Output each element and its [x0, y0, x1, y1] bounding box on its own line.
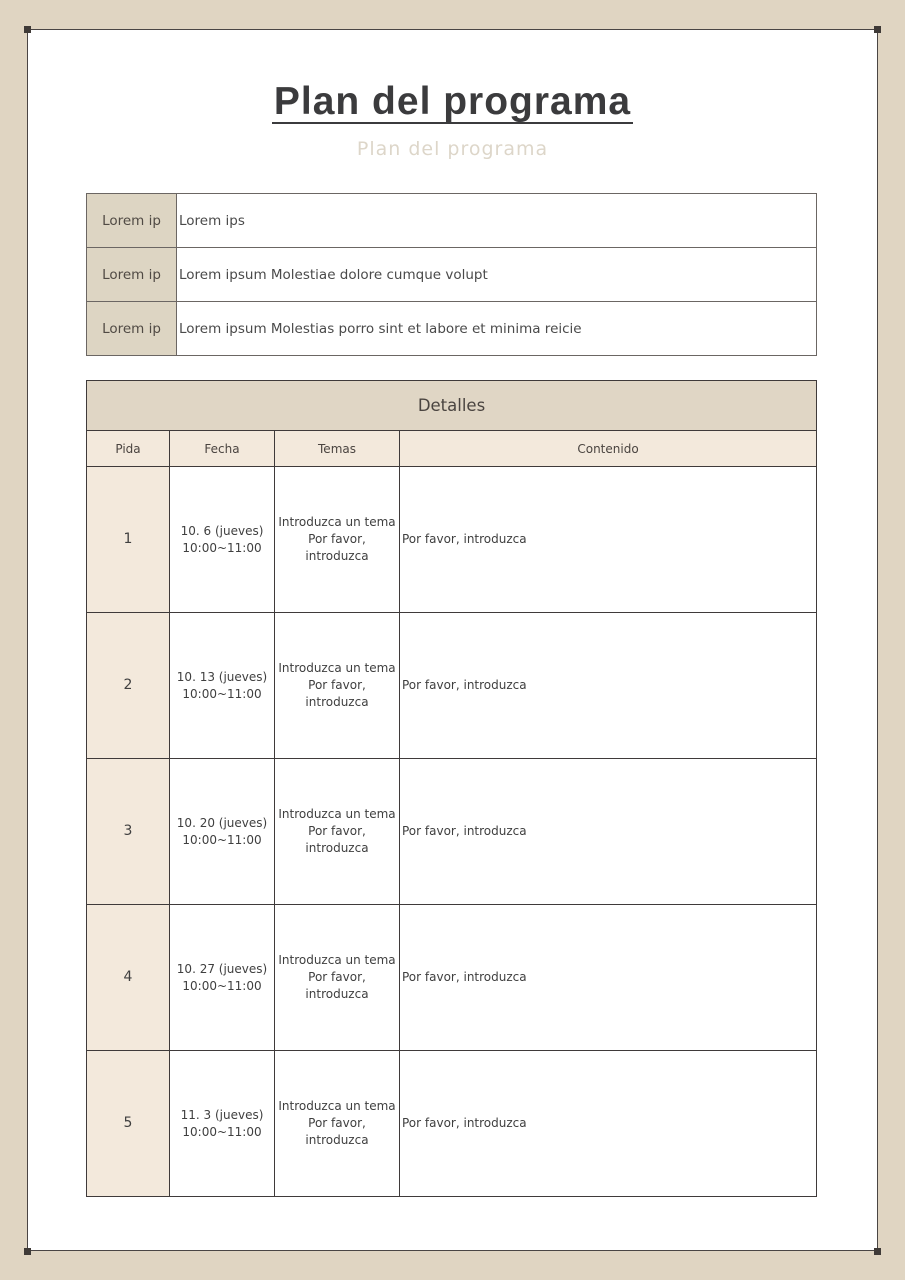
- page-subtitle: Plan del programa: [356, 138, 549, 160]
- column-header-row: [87, 431, 817, 467]
- topic-line-2: Por favor, introduzca: [305, 970, 369, 1001]
- info-row: [87, 302, 817, 356]
- topic-cell: [275, 905, 400, 1051]
- date-text: 10. 13 (jueves): [176, 669, 268, 684]
- frame-corner-bottom-right: [874, 1248, 881, 1255]
- info-label: Lorem ip: [87, 302, 177, 356]
- topic-line-1: Introduzca un tema: [278, 515, 396, 529]
- row-number: 2: [87, 613, 170, 759]
- table-row: [87, 905, 817, 1051]
- column-header-temas: Temas: [275, 431, 400, 467]
- topic-cell: [275, 759, 400, 905]
- content-cell: Por favor, introduzca: [400, 905, 817, 1051]
- time-text: 10:00~11:00: [182, 686, 262, 701]
- info-value: Lorem ips: [177, 194, 817, 248]
- date-text: 10. 6 (jueves): [180, 523, 264, 538]
- topic-line-1: Introduzca un tema: [278, 953, 396, 967]
- table-row: [87, 1051, 817, 1197]
- table-row: [87, 613, 817, 759]
- table-row: [87, 467, 817, 613]
- page-title: [0, 80, 905, 124]
- page-title-text: Plan del programa: [273, 80, 632, 123]
- date-text: 11. 3 (jueves): [180, 1107, 264, 1122]
- row-number: 4: [87, 905, 170, 1051]
- info-row: [87, 194, 817, 248]
- content-cell: Por favor, introduzca: [400, 613, 817, 759]
- row-number: 1: [87, 467, 170, 613]
- content-cell: Por favor, introduzca: [400, 759, 817, 905]
- date-cell: [170, 905, 275, 1051]
- details-heading-row: [87, 381, 817, 431]
- date-cell: [170, 1051, 275, 1197]
- date-cell: [170, 759, 275, 905]
- column-header-contenido: Contenido: [400, 431, 817, 467]
- row-number: 3: [87, 759, 170, 905]
- time-text: 10:00~11:00: [182, 832, 262, 847]
- time-text: 10:00~11:00: [182, 1124, 262, 1139]
- info-row: [87, 248, 817, 302]
- content-cell: Por favor, introduzca: [400, 1051, 817, 1197]
- topic-cell: [275, 467, 400, 613]
- details-heading: Detalles: [87, 381, 817, 431]
- date-cell: [170, 467, 275, 613]
- info-value: Lorem ipsum Molestiae dolore cumque volupt: [177, 248, 817, 302]
- topic-line-1: Introduzca un tema: [278, 661, 396, 675]
- topic-cell: [275, 613, 400, 759]
- column-header-fecha: Fecha: [170, 431, 275, 467]
- topic-line-1: Introduzca un tema: [278, 807, 396, 821]
- details-table: [86, 380, 817, 1197]
- info-label: Lorem ip: [87, 194, 177, 248]
- info-value: Lorem ipsum Molestias porro sint et labore et minima reicie: [177, 302, 817, 356]
- topic-line-2: Por favor, introduzca: [305, 1116, 369, 1147]
- info-table: [86, 193, 817, 356]
- column-header-pida: Pida: [87, 431, 170, 467]
- time-text: 10:00~11:00: [182, 978, 262, 993]
- date-text: 10. 20 (jueves): [176, 815, 268, 830]
- frame-corner-top-left: [24, 26, 31, 33]
- topic-line-2: Por favor, introduzca: [305, 532, 369, 563]
- topic-line-2: Por favor, introduzca: [305, 824, 369, 855]
- info-label: Lorem ip: [87, 248, 177, 302]
- frame-corner-bottom-left: [24, 1248, 31, 1255]
- topic-line-2: Por favor, introduzca: [305, 678, 369, 709]
- time-text: 10:00~11:00: [182, 540, 262, 555]
- table-row: [87, 759, 817, 905]
- topic-cell: [275, 1051, 400, 1197]
- frame-corner-top-right: [874, 26, 881, 33]
- date-text: 10. 27 (jueves): [176, 961, 268, 976]
- content-cell: Por favor, introduzca: [400, 467, 817, 613]
- topic-line-1: Introduzca un tema: [278, 1099, 396, 1113]
- date-cell: [170, 613, 275, 759]
- row-number: 5: [87, 1051, 170, 1197]
